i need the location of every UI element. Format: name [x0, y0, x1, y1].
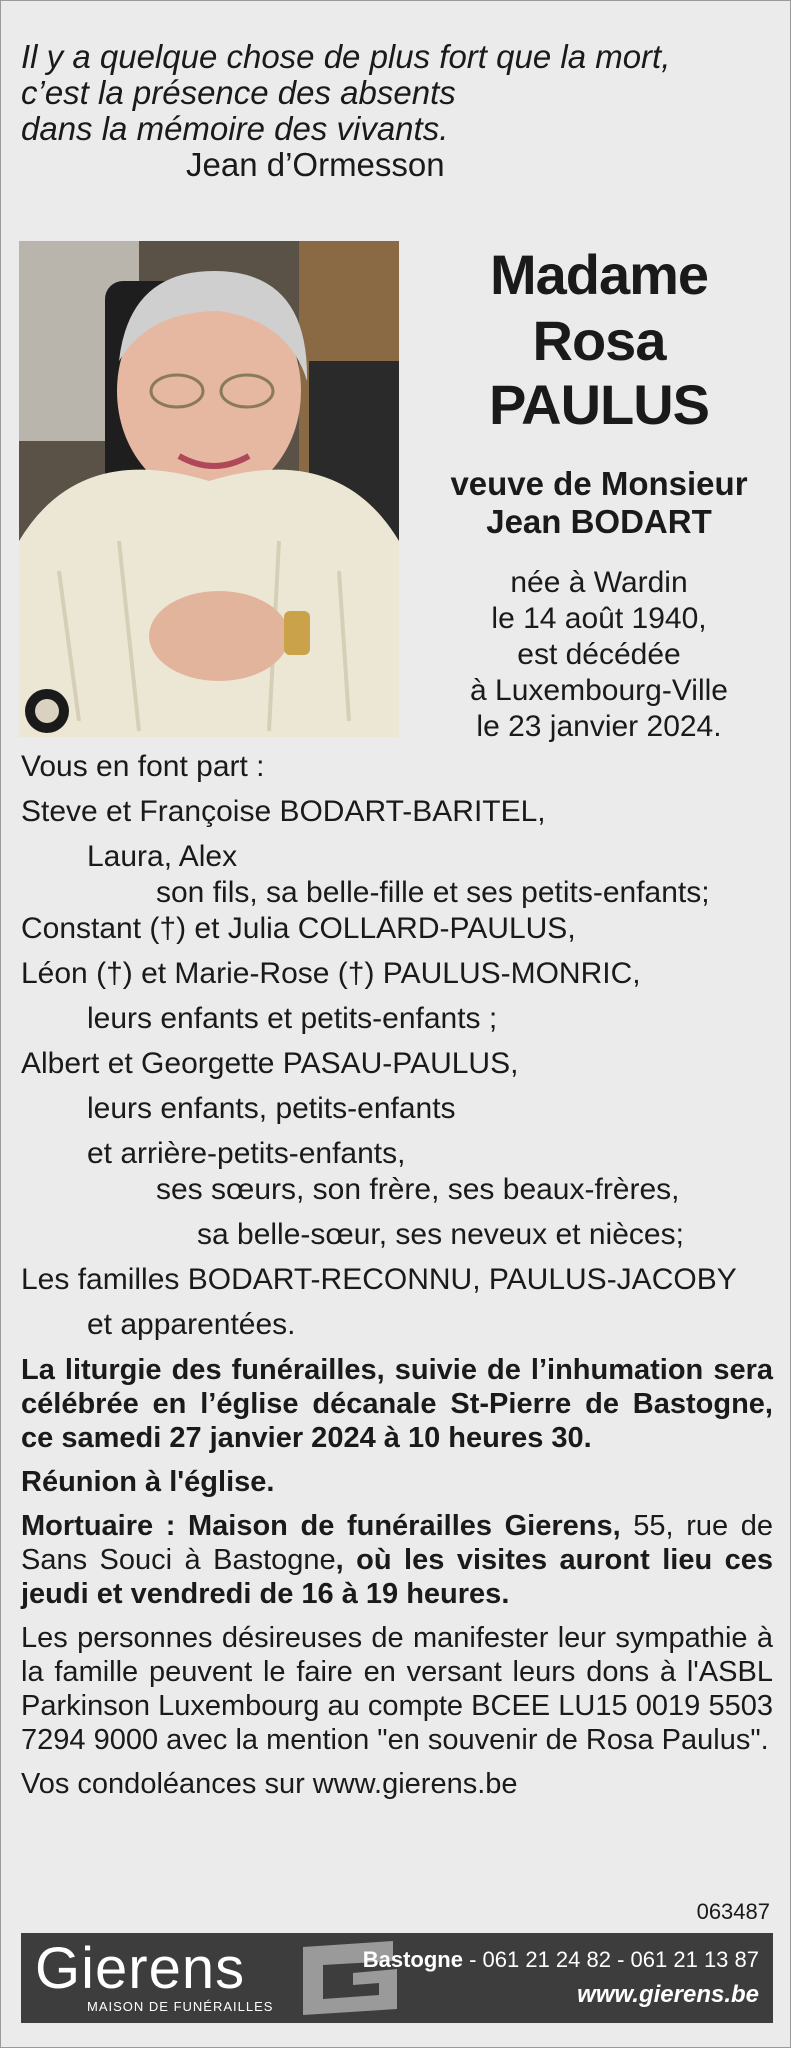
quote-line: c’est la présence des absents: [21, 74, 456, 111]
quote-author: Jean d’Ormesson: [186, 146, 445, 183]
deceased-title: Madame: [489, 243, 709, 306]
birth-death-info: [421, 565, 777, 745]
family-line: son fils, sa belle-fille et ses petits-enfants;: [156, 876, 710, 909]
family-line: Léon (†) et Marie-Rose (†) PAULUS-MONRIC,: [21, 957, 641, 990]
family-line: Les familles BODART-RECONNU, PAULUS-JACOBY: [21, 1263, 737, 1296]
quote-line: Il y a quelque chose de plus fort que la mort,: [21, 38, 671, 75]
mortuary-text: [21, 1509, 773, 1611]
family-line: ses sœurs, son frère, ses beaux-frères,: [156, 1173, 680, 1206]
brand-subtitle: MAISON DE FUNÉRAILLES: [87, 1999, 274, 2014]
notice-body: [21, 749, 773, 1801]
family-line: Constant (†) et Julia COLLARD-PAULUS,: [21, 912, 576, 945]
family-line: Laura, Alex: [87, 840, 238, 873]
donation-text: Les personnes désireuses de manifester leur sympathie à la famille peuvent le faire en versant leurs dons à l'ASBL Parkinson Luxembourg au compte BCEE LU15 0019 5503 7294 9000 avec la mention "en souvenir de Rosa Paulus".: [21, 1622, 773, 1756]
quote-block: [21, 39, 761, 183]
contact-numbers: - 061 21 24 82 - 061 21 13 87: [462, 1947, 759, 1972]
spouse-info: [421, 465, 777, 541]
birth-line: née à Wardin: [510, 566, 688, 599]
family-line: leurs enfants et petits-enfants ;: [87, 1002, 498, 1035]
family-line: leurs enfants, petits-enfants: [87, 1092, 456, 1125]
mortuary-address: 55, rue de Sans Souci à Bastogne: [21, 1510, 773, 1576]
birth-line: à Luxembourg-Ville: [470, 674, 728, 707]
family-line: sa belle-sœur, ses neveux et nièces;: [197, 1218, 684, 1251]
condolences-text: Vos condoléances sur www.gierens.be: [21, 1768, 518, 1800]
family-line: et arrière-petits-enfants,: [87, 1137, 406, 1170]
birth-line: est décédée: [517, 638, 681, 671]
brand-name: Gierens: [35, 1936, 246, 2001]
birth-line: le 23 janvier 2024.: [476, 710, 722, 743]
reference-number: 063487: [696, 1899, 770, 1924]
spouse-line: Jean BODART: [486, 503, 712, 540]
contact-phones: [363, 1947, 759, 1973]
family-line: Steve et Françoise BODART-BARITEL,: [21, 795, 546, 828]
birth-line: le 14 août 1940,: [491, 602, 707, 635]
meeting-text: Réunion à l'église.: [21, 1466, 275, 1498]
quote-line: dans la mémoire des vivants.: [21, 110, 449, 147]
portrait-photo: [19, 241, 399, 737]
contact-place: Bastogne: [362, 1947, 463, 1972]
liturgy-text: La liturgie des funérailles, suivie de l’inhumation sera célébrée en l’église décanale St-Pierre de Bastogne, ce samedi 27 janvier 2024 à 10 heures 30.: [21, 1354, 773, 1454]
funeral-home-banner: [21, 1933, 773, 2023]
family-line: Albert et Georgette PASAU-PAULUS,: [21, 1047, 519, 1080]
mortuary-visits: , où les visites auront lieu ces jeudi et vendredi de 16 à 19 heures.: [21, 1544, 774, 1610]
mortuary-label: Mortuaire : Maison de funérailles Gierens,: [21, 1510, 621, 1542]
deceased-name: Rosa PAULUS: [488, 309, 710, 436]
family-intro: Vous en font part :: [21, 750, 265, 783]
website-link[interactable]: www.gierens.be: [577, 1981, 759, 2008]
spouse-line: veuve de Monsieur: [450, 465, 748, 502]
deceased-info: [421, 241, 777, 745]
family-line: et apparentées.: [87, 1308, 296, 1341]
